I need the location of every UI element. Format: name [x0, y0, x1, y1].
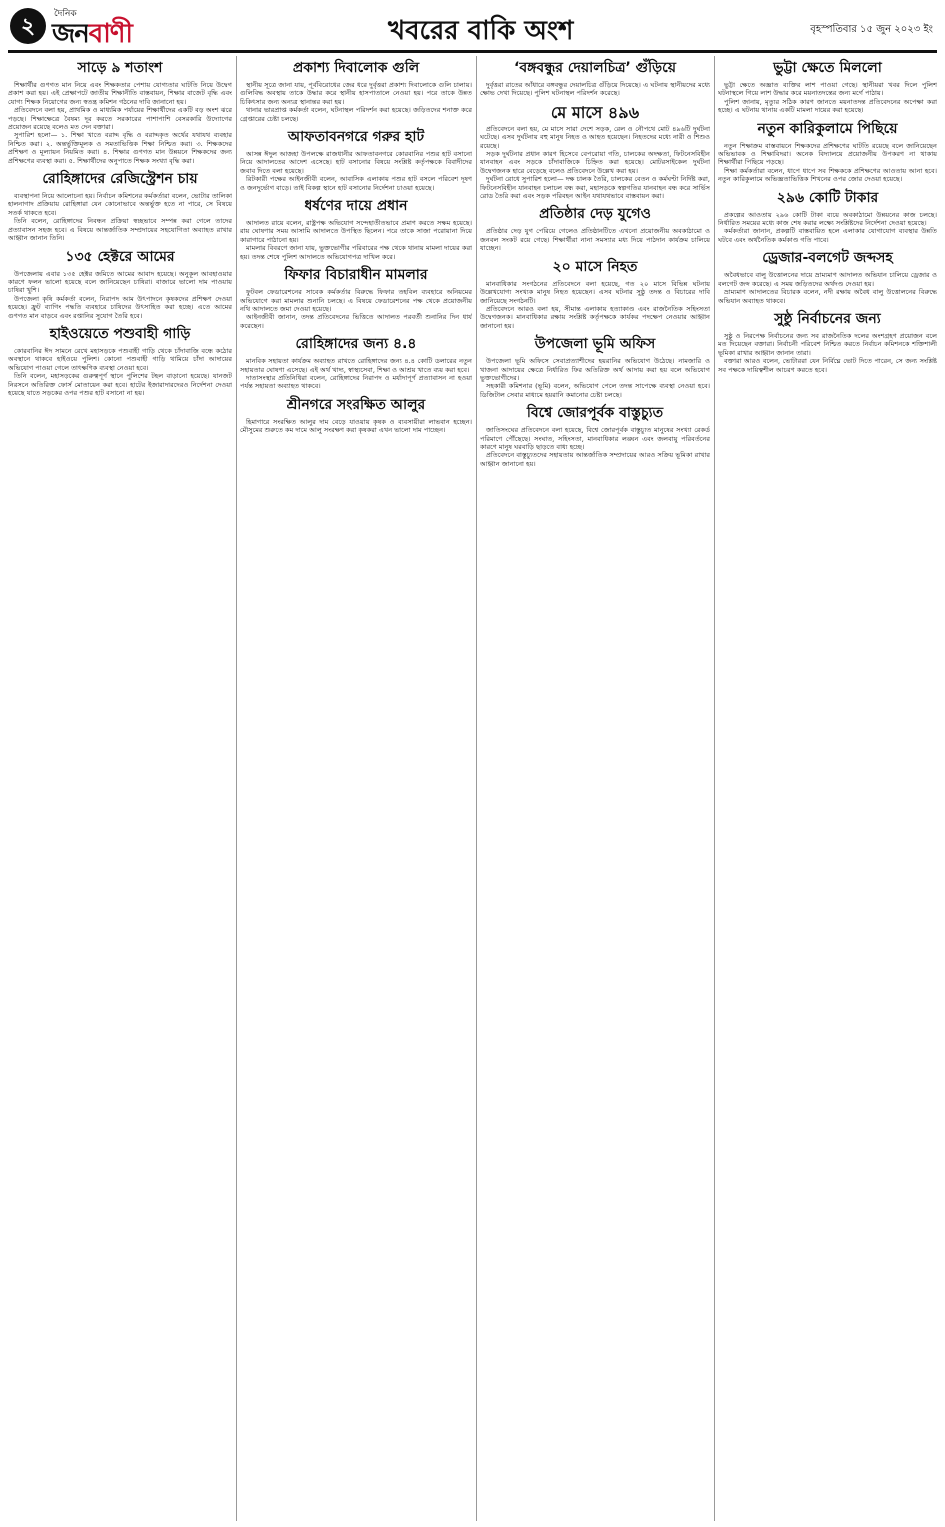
- article-body: [718, 271, 937, 305]
- article: [480, 336, 710, 399]
- article-paragraph: জাতিসংঘের প্রতিবেদনে বলা হয়েছে, বিশ্বে জোরপূর্বক বাস্তুচ্যুত মানুষের সংখ্যা রেকর্ড পরিমাণে পৌঁছেছে। সংঘাত, সহিংসতা, মানবাধিকার লঙ্ঘন এবং জলবায়ু পরিবর্তনের কারণে মানুষ ঘরবাড়ি ছাড়তে বাধ্য হচ্ছে।: [480, 426, 710, 451]
- article-body: [8, 81, 232, 165]
- article-headline: শ্রীনগরে সংরক্ষিত আলুর: [286, 396, 426, 413]
- article-paragraph: তিনি বলেন, রোহিঙ্গাদের নিবন্ধন প্রক্রিয়া স্বচ্ছভাবে সম্পন্ন করা গেলে তাদের প্রত্যাবাসন সহজ হবে। এ বিষয়ে আন্তর্জাতিক সম্প্রদায়ের সহযোগিতা অব্যাহত রাখার আহ্বান জানান তিনি।: [8, 217, 232, 243]
- article-paragraph: প্রতিষ্ঠার দেড় যুগ পেরিয়ে গেলেও প্রতিষ্ঠানটিতে এখনো প্রয়োজনীয় অবকাঠামো ও জনবল সংকট রয়ে গেছে। শিক্ষার্থীরা নানা সমস্যার মধ্য দিয়ে পাঠদান কার্যক্রম চালিয়ে যাচ্ছেন।: [480, 227, 710, 253]
- article-body: [480, 280, 710, 330]
- article: [240, 336, 472, 391]
- article-paragraph: মানবিক সহায়তা কার্যক্রম অব্যাহত রাখতে রোহিঙ্গাদের জন্য ৪.৪ কোটি ডলারের নতুন সহায়তার ঘোষণা এসেছে। এই অর্থ খাদ্য, স্বাস্থ্যসেবা, শিক্ষা ও আশ্রয় খাতে ব্যয় করা হবে।: [240, 357, 472, 374]
- article-paragraph: ফুটবল ফেডারেশনের সাবেক কর্মকর্তার বিরুদ্ধে ফিফার তহবিল ব্যবহারে অনিয়মের অভিযোগে করা মামলার শুনানি চলছে। এ বিষয়ে ফেডারেশনের পক্ষ থেকে প্রয়োজনীয় নথি আদালতে জমা দেওয়া হয়েছে।: [240, 288, 472, 313]
- article-paragraph: সুষ্ঠু ও নিরপেক্ষ নির্বাচনের জন্য সব রাজনৈতিক দলের অংশগ্রহণ প্রয়োজন বলে মত দিয়েছেন বক্তারা। নির্বাচনী পরিবেশ নিশ্চিত করতে নির্বাচন কমিশনকে শক্তিশালী ভূমিকা রাখার আহ্বান জানান তারা।: [718, 331, 937, 357]
- article-paragraph: অবৈধভাবে বালু উত্তোলনের দায়ে ভ্রাম্যমাণ আদালত অভিযান চালিয়ে ড্রেজার ও বলগেট জব্দ করেছে। এ সময় জড়িতদের অর্থদণ্ড দেওয়া হয়।: [718, 271, 937, 288]
- article-body: [8, 192, 232, 242]
- article-paragraph: মানবাধিকার সংগঠনের প্রতিবেদনে বলা হয়েছে, গত ২০ মাসে বিভিন্ন ঘটনায় উল্লেখযোগ্য সংখ্যক মানুষ নিহত হয়েছেন। এসব ঘটনার সুষ্ঠু তদন্ত ও বিচারের দাবি জানিয়েছে সংগঠনটি।: [480, 279, 710, 305]
- article-headline: রোহিঙ্গাদের রেজিস্ট্রেশন চায়: [42, 171, 198, 188]
- column-2: [240, 56, 472, 1521]
- article-headline: রোহিঙ্গাদের জন্য ৪.৪: [295, 336, 417, 353]
- article-paragraph: উপজেলা কৃষি কর্মকর্তা বলেন, নিরাপদ আম উৎপাদনে কৃষকদের প্রশিক্ষণ দেওয়া হয়েছে। ফ্রুট ব্যাগিং পদ্ধতি ব্যবহারে চাষিদের উৎসাহিত করা হচ্ছে। এতে আমের গুণগত মান বাড়বে এবং রপ্তানির সুযোগ তৈরি হবে।: [8, 294, 232, 320]
- article-paragraph: নতুন শিক্ষাক্রম বাস্তবায়নে শিক্ষকদের প্রশিক্ষণের ঘাটতি রয়েছে বলে জানিয়েছেন অভিভাবক ও শিক্ষাবিদরা। অনেক বিদ্যালয়ে প্রয়োজনীয় উপকরণ না থাকায় শিক্ষার্থীরা পিছিয়ে পড়ছে।: [718, 141, 937, 167]
- article-paragraph: দাতাসংস্থার প্রতিনিধিরা বলেন, রোহিঙ্গাদের নিরাপদ ও মর্যাদাপূর্ণ প্রত্যাবাসন না হওয়া পর্যন্ত সহায়তা অব্যাহত থাকবে।: [240, 373, 472, 391]
- article-headline: ‘বঙ্গবন্ধুর দেয়ালচিত্র’ গুঁড়িয়ে: [514, 60, 676, 76]
- article-paragraph: তিনি বলেন, মহাসড়কের গুরুত্বপূর্ণ স্থানে পুলিশের টহল বাড়ানো হয়েছে। যানজট নিরসনে অতিরিক্ত ফোর্স মোতায়েন করা হবে। হাটের ইজারাদারদেরও নির্দেশনা দেওয়া হয়েছে যাতে সড়কের ওপর পশুর হাট বসানো না হয়।: [8, 372, 232, 397]
- article-body: [718, 211, 937, 245]
- article-paragraph: থানার ভারপ্রাপ্ত কর্মকর্তা বলেন, ঘটনাস্থল পরিদর্শন করা হয়েছে। জড়িতদের শনাক্ত করে গ্রেপ্তারের চেষ্টা চলছে।: [240, 106, 472, 123]
- masthead: [8, 6, 937, 53]
- article-headline: প্রকাশ্য দিবালোক গুলি: [292, 60, 420, 76]
- article-body: [480, 81, 710, 98]
- article-paragraph: আইনজীবী জানান, তদন্ত প্রতিবেদনের ভিত্তিতে আদালত পরবর্তী শুনানির দিন ধার্য করেছেন।: [240, 313, 472, 330]
- article-paragraph: প্রতিবেদনে বলা হয়, প্রাথমিক ও মাধ্যমিক পর্যায়ের শিক্ষার্থীদের একটি বড় অংশ ঝরে পড়ছে। শিক্ষাক্ষেত্রে বৈষম্য দূর করতে সরকারের পাশাপাশি বেসরকারি উদ্যোগের প্রয়োজন রয়েছে বলেও মত দেন বক্তারা।: [8, 106, 232, 132]
- article-paragraph: ব্যবস্থাপনা নিয়ে আলোচনা হয়। নির্বাচন কমিশনের কর্মকর্তারা বলেন, ভোটার তালিকা হালনাগাদ প্রক্রিয়ায় রোহিঙ্গারা যেন কোনোভাবে অন্তর্ভুক্ত হতে না পারে, সে বিষয়ে সতর্ক থাকতে হবে।: [8, 192, 232, 217]
- article-headline: ২৯৬ কোটি টাকার: [776, 189, 879, 206]
- article: [8, 171, 232, 242]
- article: [718, 311, 937, 374]
- newspaper-logo: [52, 6, 132, 47]
- article-headline: প্রতিষ্ঠার দেড় যুগেও: [539, 206, 651, 223]
- article-body: [718, 142, 937, 184]
- article-paragraph: দুর্ঘটনা রোধে সুপারিশ হলো— দক্ষ চালক তৈরি, চালকের বেতন ও কর্মঘণ্টা নির্দিষ্ট করা, ফিটনেসবিহীন যানবাহন চলাচল বন্ধ করা, মহাসড়কে স্বল্পগতির যানবাহন বন্ধ করে সার্ভিস রোড তৈরি করা এবং সড়ক পরিবহন আইন যথাযথভাবে বাস্তবায়ন করা।: [480, 175, 710, 201]
- article-headline: ধর্ষণের দায়ে প্রধান: [304, 198, 408, 215]
- article: [240, 397, 472, 435]
- article-paragraph: দুর্বৃত্তরা রাতের আঁধারে বঙ্গবন্ধুর দেয়ালচিত্র গুঁড়িয়ে দিয়েছে। এ ঘটনায় স্থানীয়দের মধ্যে ক্ষোভ দেখা দিয়েছে। পুলিশ ঘটনাস্থল পরিদর্শন করেছে।: [480, 81, 710, 98]
- article-body: [480, 125, 710, 201]
- issue-date: বৃহস্পতিবার ১৫ জুন ২০২৩ ইং: [810, 24, 933, 35]
- article-headline: সুষ্ঠু নির্বাচনের জন্য: [774, 310, 881, 327]
- article: [240, 198, 472, 261]
- article-paragraph: প্রতিবেদনে বাস্তুচ্যুতদের সহায়তায় আন্তর্জাতিক সম্প্রদায়ের আরও সক্রিয় ভূমিকা রাখার আহ্বান জানানো হয়।: [480, 451, 710, 468]
- article-headline: ড্রেজার-বলগেট জব্দসহ: [762, 250, 893, 267]
- article-paragraph: সহকারী কমিশনার (ভূমি) বলেন, অভিযোগ পেলে তদন্ত সাপেক্ষে ব্যবস্থা নেওয়া হবে। ডিজিটাল সেবার মাধ্যমে হয়রানি কমানোর চেষ্টা চলছে।: [480, 382, 710, 399]
- article: [240, 129, 472, 192]
- article-paragraph: শিক্ষার্থীর গুণগত মান নিয়ে এবং শিক্ষকতার পেশায় যোগ্যতার ঘাটতি নিয়ে উদ্বেগ প্রকাশ করা হয়। এই প্রেক্ষাপটে জাতীয় শিক্ষানীতি বাস্তবায়ন, শিক্ষার বাজেট বৃদ্ধি এবং যোগ্য শিক্ষক নিয়োগের জন্য স্বতন্ত্র কমিশন গঠনের দাবি জানানো হয়।: [8, 81, 232, 106]
- article-paragraph: রিটকারী পক্ষের আইনজীবী বলেন, আবাসিক এলাকায় পশুর হাট বসলে পরিবেশ দূষণ ও জনদুর্ভোগ বাড়ে। তাই বিকল্প স্থানে হাট বসানোর নির্দেশনা চাওয়া হয়েছে।: [240, 175, 472, 192]
- brand-suffix: বাণী: [88, 19, 132, 49]
- article-body: [718, 332, 937, 374]
- article-headline: আফতাবনগরে গরুর হাট: [287, 129, 425, 146]
- article-paragraph: উপজেলায় এবার ১৩৫ হেক্টর জমিতে আমের আবাদ হয়েছে। অনুকূল আবহাওয়ার কারণে ফলন ভালো হয়েছে বলে জানিয়েছেন চাষিরা। বাজারে ভালো দাম পাওয়ায় চাষিরা খুশি।: [8, 269, 232, 295]
- article-paragraph: প্রতিবেদনে আরও বলা হয়, সীমান্ত এলাকায় হত্যাকাণ্ড এবং রাজনৈতিক সহিংসতা উদ্বেগজনক। মানবাধিকার রক্ষায় সংশ্লিষ্ট কর্তৃপক্ষকে কার্যকর পদক্ষেপ নেওয়ার আহ্বান জানানো হয়।: [480, 304, 710, 330]
- article-headline: ২০ মাসে নিহত: [552, 258, 638, 275]
- article-body: [240, 288, 472, 330]
- article-paragraph: মামলার বিবরণে জানা যায়, ভুক্তভোগীর পরিবারের পক্ষ থেকে থানায় মামলা দায়ের করা হয়। তদন্ত শেষে পুলিশ আদালতে অভিযোগপত্র দাখিল করে।: [240, 244, 472, 261]
- article-body: [480, 357, 710, 399]
- article-headline: উপজেলা ভূমি অফিস: [534, 336, 656, 353]
- article: [480, 104, 710, 201]
- article-headline: হাইওয়েতে পশুবাহী গাড়ি: [49, 325, 191, 342]
- article-paragraph: প্রতিবেদনে বলা হয়, মে মাসে সারা দেশে সড়ক, রেল ও নৌপথে মোট ৪৯৬টি দুর্ঘটনা ঘটেছে। এসব দুর্ঘটনায় বহু মানুষ নিহত ও আহত হয়েছেন। নিহতদের মধ্যে নারী ও শিশুও রয়েছে।: [480, 124, 710, 150]
- article-body: [8, 347, 232, 397]
- article-paragraph: পুলিশ জানায়, মৃত্যুর সঠিক কারণ জানতে ময়নাতদন্ত প্রতিবেদনের অপেক্ষা করা হচ্ছে। এ ঘটনায় থানায় একটি মামলা দায়ের করা হয়েছে।: [718, 97, 937, 115]
- article: [480, 206, 710, 252]
- article-columns: [8, 56, 937, 1521]
- article-body: [718, 81, 937, 115]
- article-paragraph: কর্মকর্তারা জানান, প্রকল্পটি বাস্তবায়িত হলে এলাকার যোগাযোগ ব্যবস্থার উন্নতি ঘটবে এবং অর্থনৈতিক কর্মকাণ্ড গতি পাবে।: [718, 227, 937, 244]
- article-body: [240, 150, 472, 192]
- article: [8, 60, 232, 165]
- article-paragraph: সড়ক দুর্ঘটনার প্রধান কারণ হিসেবে বেপরোয়া গতি, চালকের অদক্ষতা, ফিটনেসবিহীন যানবাহন এবং সড়কে চাঁদাবাজিকে চিহ্নিত করা হয়েছে। মোটরসাইকেল দুর্ঘটনা উদ্বেগজনক হারে বেড়েছে বলেও প্রতিবেদনে উল্লেখ করা হয়।: [480, 150, 710, 175]
- brand-prefix: জন: [52, 19, 89, 49]
- article-body: [240, 357, 472, 391]
- article-paragraph: উপজেলা ভূমি অফিসে সেবাপ্রত্যাশীদের হয়রানির অভিযোগ উঠেছে। নামজারি ও খাজনা আদায়ের ক্ষেত্রে নির্ধারিত ফির অতিরিক্ত অর্থ আদায় করা হয় বলে অভিযোগ ভুক্তভোগীদের।: [480, 357, 710, 382]
- article-headline: ফিফার বিচারাধীন মামলার: [284, 267, 428, 284]
- article: [240, 267, 472, 330]
- article: [718, 121, 937, 184]
- article-paragraph: কোরবানির ঈদ সামনে রেখে মহাসড়কে পশুবাহী গাড়ি থেকে চাঁদাবাজি বন্ধে কঠোর অবস্থানে থাকবে হাইওয়ে পুলিশ। কোনো পশুবাহী গাড়ি থামিয়ে চাঁদা আদায়ের অভিযোগ পাওয়া গেলে তাৎক্ষণিক ব্যবস্থা নেওয়া হবে।: [8, 346, 232, 372]
- article-body: [480, 426, 710, 468]
- article-paragraph: শিক্ষা কর্মকর্তারা বলেন, ধাপে ধাপে সব শিক্ষককে প্রশিক্ষণের আওতায় আনা হবে। নতুন কারিকুলামে অভিজ্ঞতাভিত্তিক শিখনের ওপর জোর দেওয়া হয়েছে।: [718, 166, 937, 184]
- article-paragraph: ভুট্টা ক্ষেতে অজ্ঞাত ব্যক্তির লাশ পাওয়া গেছে। স্থানীয়রা খবর দিলে পুলিশ ঘটনাস্থলে গিয়ে লাশ উদ্ধার করে ময়নাতদন্তের জন্য মর্গে পাঠায়।: [718, 81, 937, 98]
- article: [718, 60, 937, 115]
- article: [240, 60, 472, 123]
- article-paragraph: আদালত রায়ে বলেন, রাষ্ট্রপক্ষ অভিযোগ সন্দেহাতীতভাবে প্রমাণ করতে সক্ষম হয়েছে। রায় ঘোষণার সময় আসামি আদালতে উপস্থিত ছিলেন। পরে তাকে সাজা পরোয়ানা দিয়ে কারাগারে পাঠানো হয়।: [240, 219, 472, 244]
- section-title: খবরের বাকি অংশ: [388, 16, 574, 46]
- column-3: [480, 56, 710, 1521]
- brand-name: [52, 19, 132, 49]
- article-body: [8, 270, 232, 320]
- article: [8, 326, 232, 397]
- article-headline: সাড়ে ৯ শতাংশ: [77, 60, 163, 76]
- article-headline: মে মাসে ৪৯৬: [550, 102, 640, 122]
- article-headline: ১৩৫ হেক্টরে আমের: [65, 248, 175, 265]
- article: [480, 259, 710, 330]
- article: [718, 190, 937, 245]
- article-body: [240, 219, 472, 261]
- page-number: ২: [10, 8, 46, 44]
- column-1: [8, 56, 232, 1521]
- article: [480, 60, 710, 98]
- article-headline: নতুন কারিকুলামে পিছিয়ে: [757, 120, 898, 137]
- article-paragraph: স্থানীয় সূত্রে জানা যায়, পূর্ববিরোধের জের ধরে দুর্বৃত্তরা প্রকাশ্য দিবালোকে গুলি চালায়। গুলিবিদ্ধ অবস্থায় তাকে উদ্ধার করে স্থানীয় হাসপাতালে নেওয়া হয়। পরে তাকে উন্নত চিকিৎসার জন্য অন্যত্র স্থানান্তর করা হয়।: [240, 81, 472, 106]
- article-paragraph: হিমাগারে সংরক্ষিত আলুর দাম বেড়ে যাওয়ায় কৃষক ও ব্যবসায়ীরা লাভবান হচ্ছেন। মৌসুমের শুরুতে কম দামে আলু সংরক্ষণ করা কৃষকরা এখন ভালো দাম পাচ্ছেন।: [240, 417, 472, 435]
- article-body: [480, 227, 710, 252]
- article-paragraph: ভ্রাম্যমাণ আদালতের বিচারক বলেন, নদী রক্ষায় অবৈধ বালু উত্তোলনের বিরুদ্ধে অভিযান অব্যাহত থাকবে।: [718, 288, 937, 305]
- article-headline: ভুট্টা ক্ষেতে মিললো: [773, 60, 882, 76]
- article-paragraph: সুপারিশ হলো— ১. শিক্ষা খাতে বরাদ্দ বৃদ্ধি ও বরাদ্দকৃত অর্থের যথাযথ ব্যবহার নিশ্চিত করা। ২. অন্তর্ভুক্তিমূলক ও সমতাভিত্তিক শিক্ষা নিশ্চিত করা। ৩. শিক্ষকদের প্রশিক্ষণ ও মূল্যায়ন নিয়মিত করা। ৪. শিক্ষার গুণগত মান উন্নয়নে শিক্ষকদের জন্য প্রশিক্ষণের ব্যবস্থা করা। ৫. শিক্ষার্থীদের অনুপাতে শিক্ষক সংখ্যা বৃদ্ধি করা।: [8, 131, 232, 165]
- article-body: [240, 418, 472, 435]
- article-paragraph: প্রকল্পের আওতায় ২৯৬ কোটি টাকা ব্যয়ে অবকাঠামো উন্নয়নের কাজ চলছে। নির্ধারিত সময়ের মধ্যে কাজ শেষ করার লক্ষ্যে সংশ্লিষ্টদের নির্দেশনা দেওয়া হয়েছে।: [718, 210, 937, 228]
- article: [480, 405, 710, 468]
- article-paragraph: বক্তারা আরও বলেন, ভোটাররা যেন নির্বিঘ্নে ভোট দিতে পারেন, সে জন্য সংশ্লিষ্ট সব পক্ষকে দায়িত্বশীল আচরণ করতে হবে।: [718, 357, 937, 374]
- article-headline: বিশ্বে জোরপূর্বক বাস্তুচ্যুত: [526, 405, 664, 422]
- article-body: [240, 81, 472, 123]
- article: [8, 249, 232, 320]
- brand-small-label: দৈনিক: [54, 9, 77, 19]
- article: [718, 250, 937, 305]
- article-paragraph: আসন্ন ঈদুল আজহা উপলক্ষে রাজধানীর আফতাবনগরে কোরবানির পশুর হাট বসানো নিয়ে আদালতের আদেশ এসেছে। হাট বসানোর বিষয়ে সংশ্লিষ্ট কর্তৃপক্ষকে বিবাদীদের জবাব দিতে বলা হয়েছে।: [240, 150, 472, 175]
- column-4: [718, 56, 937, 1521]
